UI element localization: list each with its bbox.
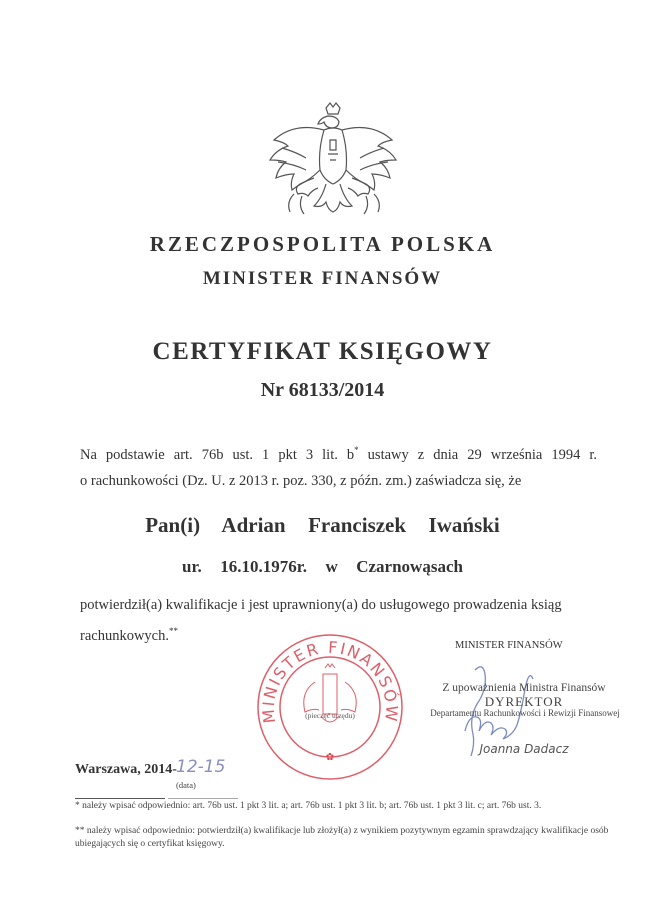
footnote-divider [75,798,165,799]
footnote-divider-faint [168,798,238,799]
official-stamp-icon [255,632,405,782]
ministry-heading: MINISTER FINANSÓW [202,268,443,289]
footnote-mark-2: ** [168,626,178,636]
holder-name: Pan(i) Adrian Franciszek Iwański [145,513,500,537]
footnote-2: ** należy wpisać odpowiednio: potwierdził(a) kwalifikacje lub złożył(a) z wynikiem pozytywnym egzamin sprawdzający kwalifikacje osób ubiegających się o certyfikat księgowy. [75,826,609,849]
svg-text:✿: ✿ [325,752,335,763]
signer-department: Departamentu Rachunkowości i Rewizji Finansowej [430,708,620,718]
polish-eagle-emblem-icon [258,100,408,230]
footnote-1: * należy wpisać odpowiednio: art. 76b ust. 1 pkt 3 lit. a; art. 76b ust. 1 pkt 3 lit. b; art. 76b ust. 1 pkt 3 lit. c; art. 76b ust. 3. [75,801,542,811]
stamp-seal-label: (pieczęć urzędu) [305,711,355,720]
legal-basis-text: Na podstawie art. 76b ust. 1 pkt 3 lit. b [80,446,355,463]
birth-info: ur. 16.10.1976r. w Czarnowąsach [182,557,463,576]
date-label: (data) [176,780,196,790]
country-heading: RZECZPOSPOLITA POLSKA [149,232,496,256]
legal-basis-line-1 [80,437,597,468]
legal-basis-line-2: o rachunkowości (Dz. U. z 2013 r. poz. 330, z późn. zm.) zaświadcza się, że [80,472,522,489]
stamp-text: MINISTER FINANSÓW [258,637,402,725]
legal-basis-text-end: ustawy z dnia 29 września 1994 r. [358,446,598,463]
authorization-text: Z upoważnienia Ministra Finansów [442,682,606,694]
minister-label: MINISTER FINANSÓW [455,640,563,651]
legal-basis-paragraph [80,437,597,494]
signer-name: Joanna Dadacz [479,742,569,756]
footnote-mark-1: * [354,445,359,455]
issue-place-year: Warszawa, 2014- [75,762,177,777]
handwritten-date: 12-15 [176,757,226,777]
qualification-text: potwierdził(a) kwalifikacje i jest uprawniony(a) do usługowego prowadzenia ksiąg rachunkowych. [80,597,562,644]
signer-position: DYREKTOR [484,694,564,709]
certificate-number: Nr 68133/2014 [260,379,385,401]
certificate-title: CERTYFIKAT KSIĘGOWY [152,338,493,365]
